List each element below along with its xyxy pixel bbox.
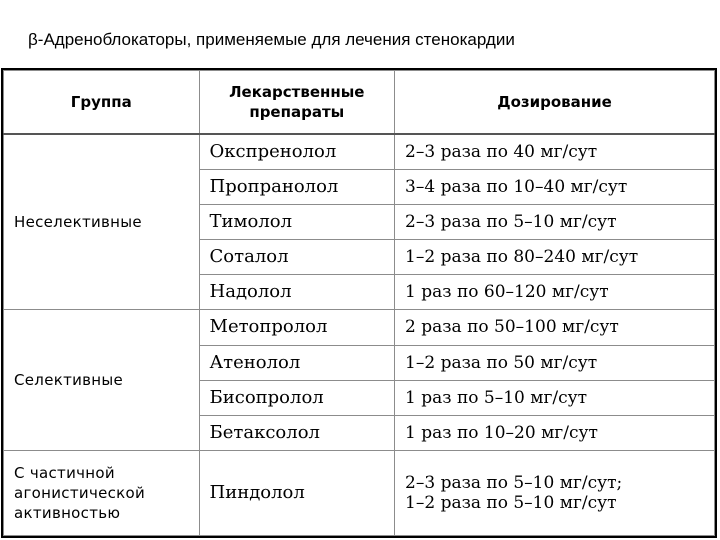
group-cell-selective: Селективные <box>4 310 200 451</box>
table-row <box>4 310 715 345</box>
dose-cell: 2 раза по 50–100 мг/сут <box>395 310 715 345</box>
drug-cell: Бетаксолол <box>199 415 395 450</box>
dose-cell: 1–2 раза по 50 мг/сут <box>395 345 715 380</box>
header-drugs: Лекарственные препараты <box>199 71 395 135</box>
dose-cell: 1 раз по 10–20 мг/сут <box>395 415 715 450</box>
group-cell-partial-agonist: С частичной агонистической активностью <box>4 451 200 536</box>
drug-cell: Атенолол <box>199 345 395 380</box>
dose-cell: 3–4 раза по 10–40 мг/сут <box>395 169 715 204</box>
drug-cell: Соталол <box>199 240 395 275</box>
drug-cell: Пропранолол <box>199 169 395 204</box>
dose-cell: 2–3 раза по 5–10 мг/сут <box>395 204 715 239</box>
dose-cell: 2–3 раза по 40 мг/сут <box>395 134 715 169</box>
drug-cell: Бисопролол <box>199 380 395 415</box>
dose-line: 2–3 раза по 5–10 мг/сут; <box>405 473 623 494</box>
dose-cell: 1 раз по 60–120 мг/сут <box>395 275 715 310</box>
table-frame <box>1 68 717 538</box>
drug-cell: Надолол <box>199 275 395 310</box>
drug-cell: Окспренолол <box>199 134 395 169</box>
header-dosage: Дозирование <box>395 71 715 135</box>
table-row <box>4 451 715 536</box>
header-row <box>4 71 715 135</box>
drug-cell: Тимолол <box>199 204 395 239</box>
dose-line: 1–2 раза по 5–10 мг/сут <box>405 493 617 514</box>
dose-cell <box>395 451 715 536</box>
drug-cell: Метопролол <box>199 310 395 345</box>
group-cell-nonselective: Неселективные <box>4 134 200 310</box>
table-row <box>4 134 715 169</box>
page-title: β-Адреноблокаторы, применяемые для лечения стенокардии <box>28 30 515 49</box>
dose-cell: 1 раз по 5–10 мг/сут <box>395 380 715 415</box>
header-group: Группа <box>4 71 200 135</box>
drug-cell: Пиндолол <box>199 451 395 536</box>
dose-cell: 1–2 раза по 80–240 мг/сут <box>395 240 715 275</box>
beta-blockers-table <box>3 70 715 536</box>
